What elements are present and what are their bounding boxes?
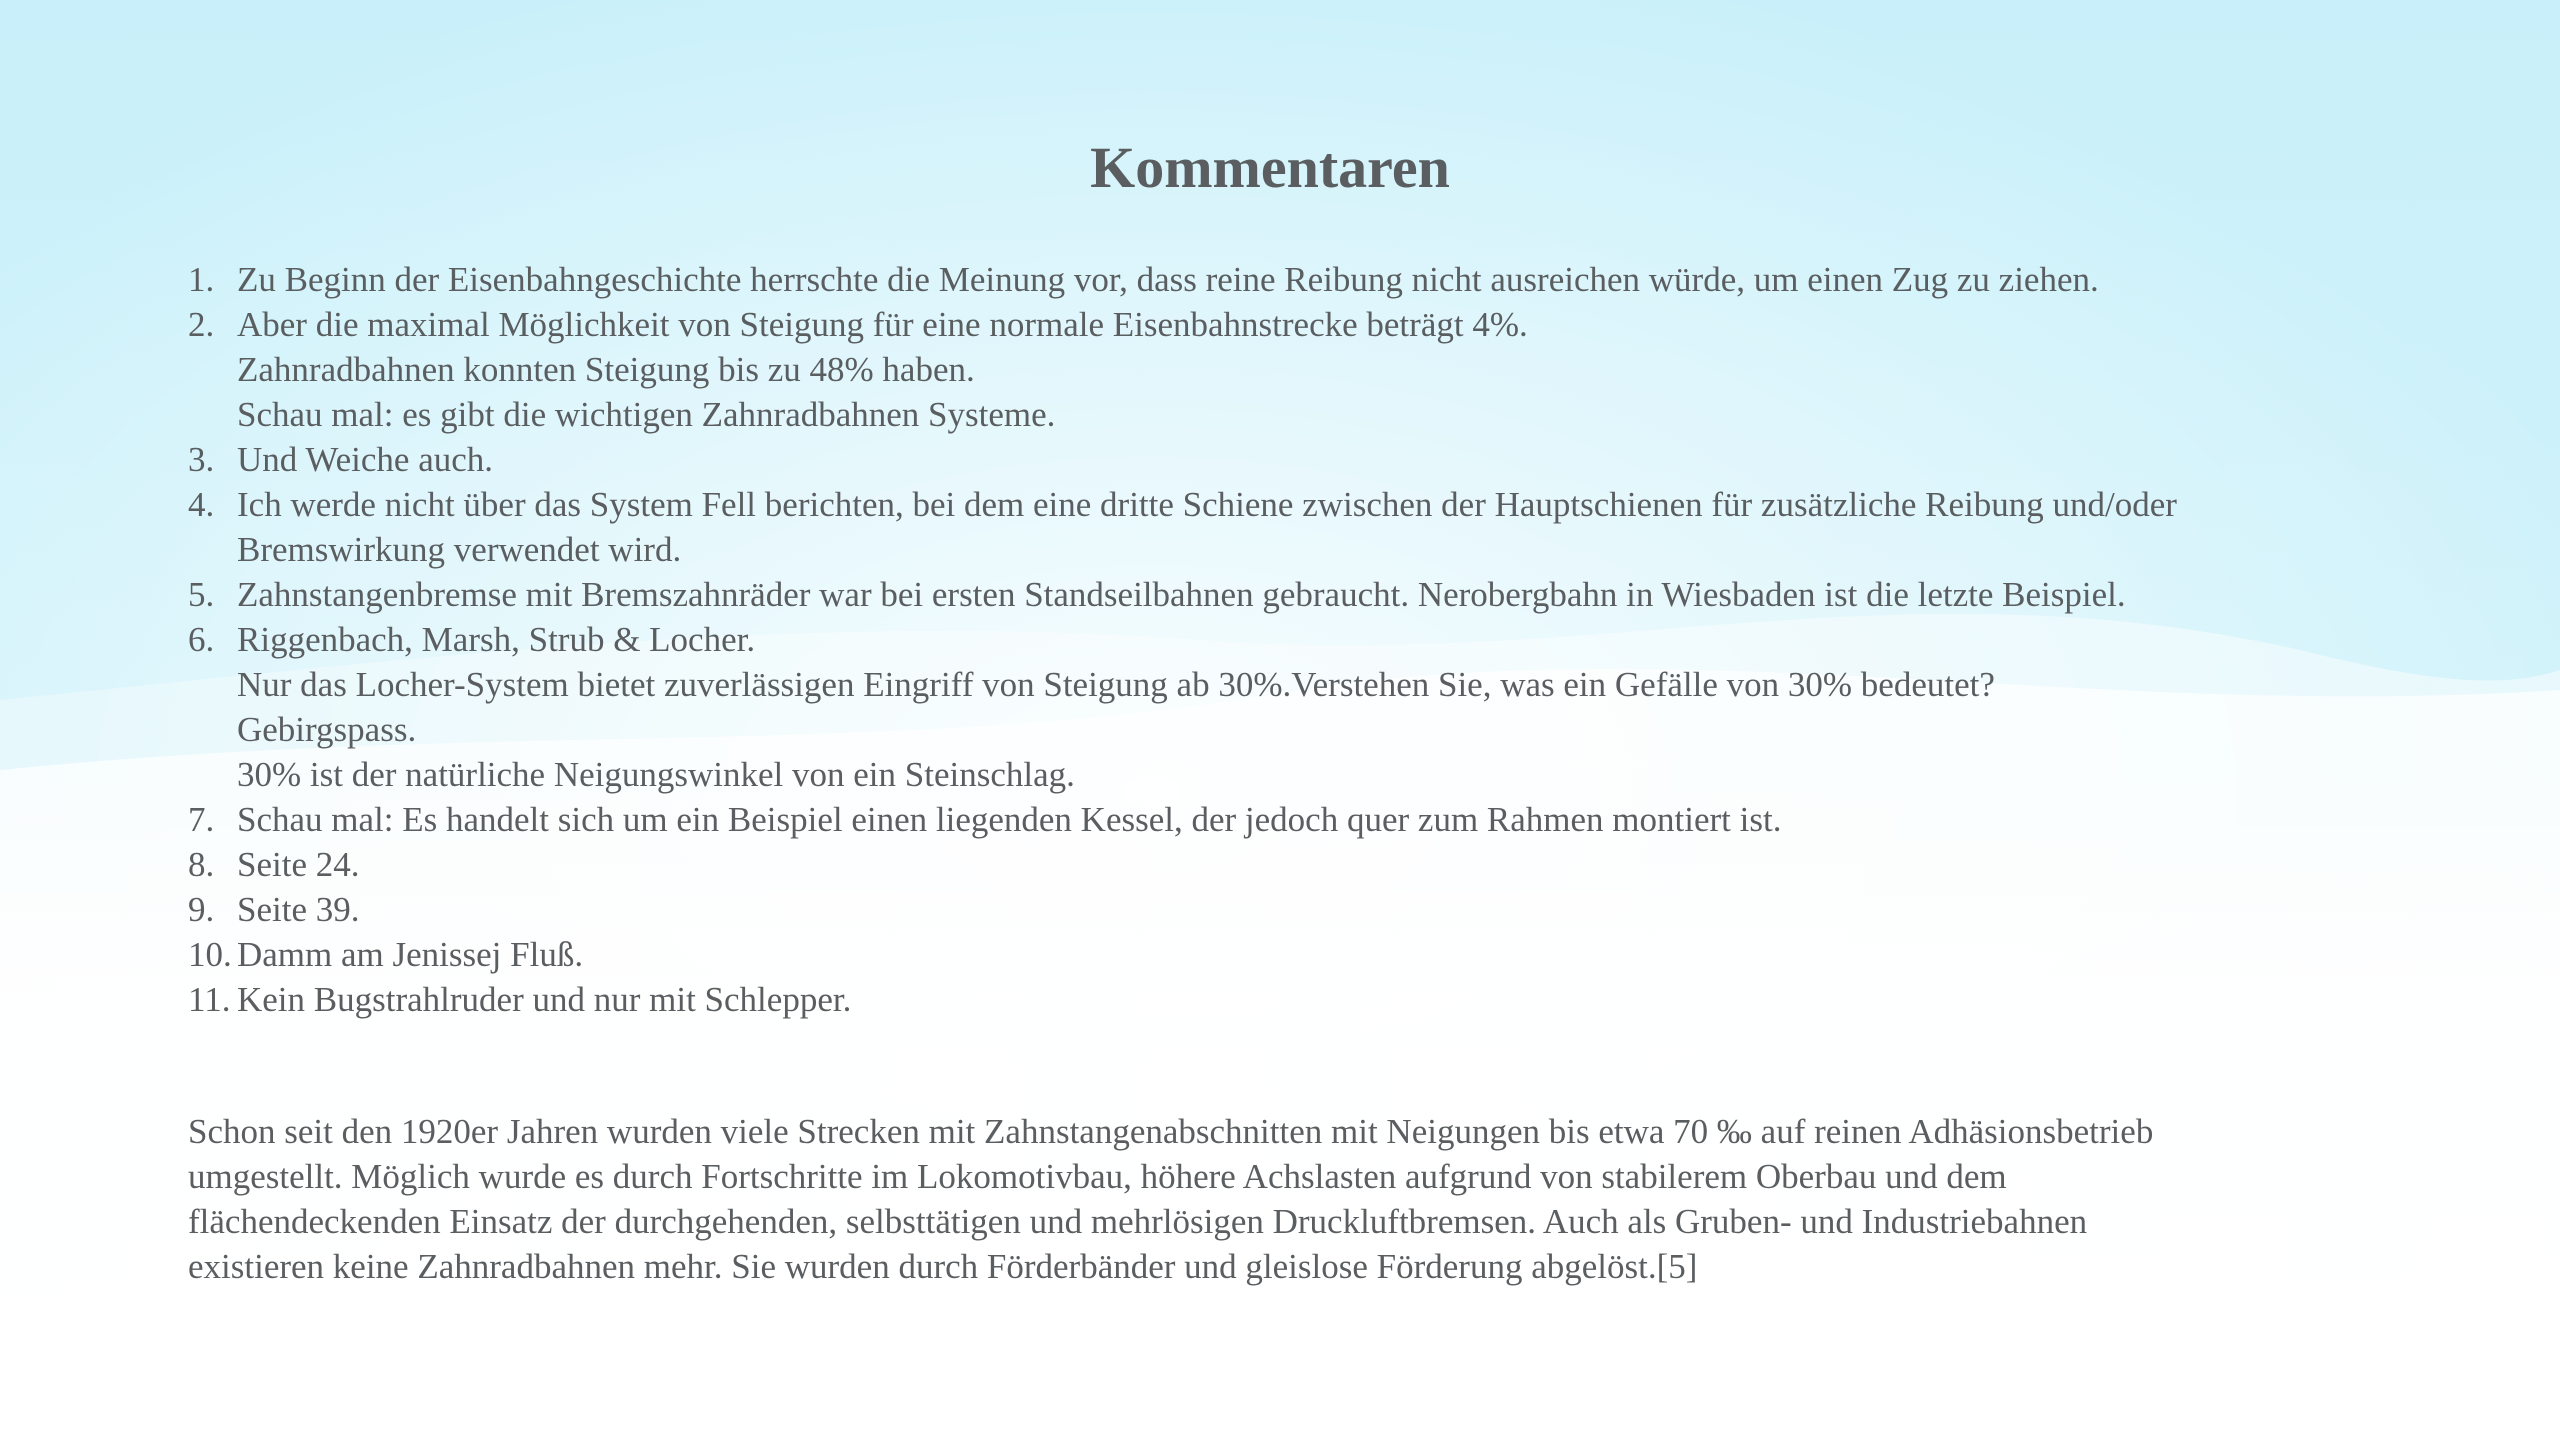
comment-item <box>188 842 2388 887</box>
comment-text-line: Damm am Jenissej Fluß. <box>237 935 584 974</box>
comment-text-line: Bremswirkung verwendet wird. <box>237 530 682 569</box>
summary-text-line: Schon seit den 1920er Jahren wurden viele Strecken mit Zahnstangenabschnitten mit Neigungen bis etwa 70 ‰ auf reinen Adhäsionsbetrieb <box>188 1112 2154 1151</box>
comment-number: 1. <box>188 260 215 299</box>
comment-text-line: Schau mal: es gibt die wichtigen Zahnradbahnen Systeme. <box>237 395 1056 434</box>
comment-item <box>188 977 2388 1022</box>
comment-text-line: Zahnradbahnen konnten Steigung bis zu 48% haben. <box>237 350 975 389</box>
comment-text-line: Seite 39. <box>237 890 360 929</box>
summary-text-line: umgestellt. Möglich wurde es durch Fortschritte im Lokomotivbau, höhere Achslasten aufgrund von stabilerem Oberbau und dem <box>188 1157 2007 1196</box>
comment-number: 10. <box>188 935 232 974</box>
comment-text-line: Gebirgspass. <box>237 710 417 749</box>
comment-item <box>188 887 2388 932</box>
comment-text-line: Zahnstangenbremse mit Bremszahnräder war bei ersten Standseilbahnen gebraucht. Nerobergbahn in Wiesbaden ist die letzte Beispiel. <box>237 575 2126 614</box>
comment-text-line: Ich werde nicht über das System Fell berichten, bei dem eine dritte Schiene zwischen der Hauptschienen für zusätzliche Reibung und/oder <box>237 485 2177 524</box>
comment-item <box>188 437 2388 482</box>
comment-text-line: Schau mal: Es handelt sich um ein Beispiel einen liegenden Kessel, der jedoch quer zum Rahmen montiert ist. <box>237 800 1782 839</box>
comment-text-line: Riggenbach, Marsh, Strub & Locher. <box>237 620 756 659</box>
comment-text-line: Aber die maximal Möglichkeit von Steigung für eine normale Eisenbahnstrecke beträgt 4%. <box>237 305 1528 344</box>
comment-number: 5. <box>188 575 215 614</box>
summary-text-line: flächendeckenden Einsatz der durchgehenden, selbsttätigen und mehrlösigen Druckluftbremsen. Auch als Gruben- und Industriebahnen <box>188 1202 2088 1241</box>
comment-item <box>188 617 2388 797</box>
comment-number: 6. <box>188 620 215 659</box>
comment-number: 7. <box>188 800 215 839</box>
comment-text-line: Seite 24. <box>237 845 360 884</box>
comment-number: 2. <box>188 305 215 344</box>
comment-item <box>188 302 2388 437</box>
summary-text-line: existieren keine Zahnradbahnen mehr. Sie wurden durch Förderbänder und gleislose Förderung abgelöst.[5] <box>188 1247 1698 1286</box>
slide-title: Kommentaren <box>1090 135 1450 200</box>
comment-number: 8. <box>188 845 215 884</box>
comment-item <box>188 572 2388 617</box>
comment-number: 3. <box>188 440 215 479</box>
comment-text-line: 30% ist der natürliche Neigungswinkel von ein Steinschlag. <box>237 755 1075 794</box>
comment-number: 11. <box>188 980 231 1019</box>
comment-list <box>188 257 2388 1022</box>
comment-number: 9. <box>188 890 215 929</box>
comment-item <box>188 932 2388 977</box>
comment-text-line: Nur das Locher-System bietet zuverlässigen Eingriff von Steigung ab 30%.Verstehen Sie, was ein Gefälle von 30% bedeutet? <box>237 665 1995 704</box>
comment-number: 4. <box>188 485 215 524</box>
comment-text-line: Zu Beginn der Eisenbahngeschichte herrschte die Meinung vor, dass reine Reibung nicht ausreichen würde, um einen Zug zu ziehen. <box>237 260 2099 299</box>
comment-item <box>188 797 2388 842</box>
comment-text-line: Und Weiche auch. <box>237 440 494 479</box>
summary-paragraph <box>188 1109 2348 1289</box>
comment-item <box>188 257 2388 302</box>
comment-text-line: Kein Bugstrahlruder und nur mit Schlepper. <box>237 980 852 1019</box>
comment-item <box>188 482 2388 572</box>
